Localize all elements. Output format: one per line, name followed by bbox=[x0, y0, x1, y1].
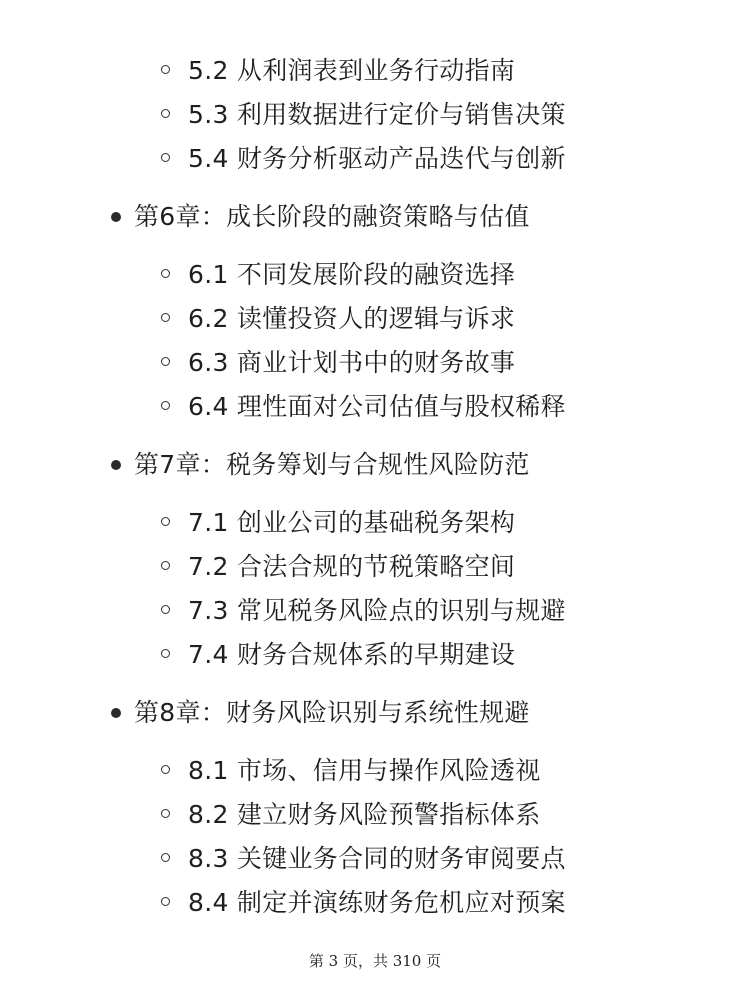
page-footer bbox=[0, 950, 750, 971]
hollow-bullet-icon bbox=[161, 109, 170, 118]
toc-item-label: 8.4 制定并演练财务危机应对预案 bbox=[188, 888, 566, 917]
table-of-contents bbox=[0, 49, 750, 925]
toc-item-label: 7.1 创业公司的基础税务架构 bbox=[188, 508, 516, 537]
hollow-bullet-icon bbox=[161, 401, 170, 410]
toc-section-item bbox=[0, 253, 750, 297]
toc-section-item bbox=[0, 297, 750, 341]
toc-item-label: 8.1 市场、信用与操作风险透视 bbox=[188, 756, 541, 785]
hollow-bullet-icon bbox=[161, 809, 170, 818]
toc-section-item bbox=[0, 881, 750, 925]
hollow-bullet-icon bbox=[161, 561, 170, 570]
hollow-bullet-icon bbox=[161, 853, 170, 862]
hollow-bullet-icon bbox=[161, 357, 170, 366]
toc-chapter-item bbox=[0, 443, 750, 487]
toc-section-item bbox=[0, 589, 750, 633]
toc-item-label: 第8章：财务风险识别与系统性规避 bbox=[134, 698, 530, 727]
hollow-bullet-icon bbox=[161, 65, 170, 74]
toc-section-item bbox=[0, 385, 750, 429]
toc-item-label: 6.1 不同发展阶段的融资选择 bbox=[188, 260, 516, 289]
toc-item-label: 6.4 理性面对公司估值与股权稀释 bbox=[188, 392, 566, 421]
hollow-bullet-icon bbox=[161, 153, 170, 162]
toc-section-item bbox=[0, 633, 750, 677]
toc-item-label: 5.2 从利润表到业务行动指南 bbox=[188, 56, 516, 85]
toc-item-label: 第6章：成长阶段的融资策略与估值 bbox=[134, 202, 530, 231]
hollow-bullet-icon bbox=[161, 765, 170, 774]
hollow-bullet-icon bbox=[161, 313, 170, 322]
toc-item-label: 6.3 商业计划书中的财务故事 bbox=[188, 348, 516, 377]
filled-bullet-icon bbox=[111, 460, 121, 470]
toc-item-label: 5.3 利用数据进行定价与销售决策 bbox=[188, 100, 566, 129]
toc-item-label: 7.2 合法合规的节税策略空间 bbox=[188, 552, 516, 581]
toc-item-label: 第7章：税务筹划与合规性风险防范 bbox=[134, 450, 530, 479]
toc-section-item bbox=[0, 793, 750, 837]
toc-section-item bbox=[0, 137, 750, 181]
toc-section-item bbox=[0, 49, 750, 93]
hollow-bullet-icon bbox=[161, 649, 170, 658]
toc-chapter-item bbox=[0, 691, 750, 735]
toc-item-label: 7.3 常见税务风险点的识别与规避 bbox=[188, 596, 566, 625]
toc-section-item bbox=[0, 837, 750, 881]
toc-item-label: 8.2 建立财务风险预警指标体系 bbox=[188, 800, 541, 829]
filled-bullet-icon bbox=[111, 708, 121, 718]
toc-item-label: 5.4 财务分析驱动产品迭代与创新 bbox=[188, 144, 566, 173]
hollow-bullet-icon bbox=[161, 605, 170, 614]
page-number-label: 第 3 页，共 310 页 bbox=[308, 952, 442, 970]
toc-item-label: 7.4 财务合规体系的早期建设 bbox=[188, 640, 516, 669]
hollow-bullet-icon bbox=[161, 517, 170, 526]
toc-section-item bbox=[0, 501, 750, 545]
toc-section-item bbox=[0, 545, 750, 589]
toc-item-label: 6.2 读懂投资人的逻辑与诉求 bbox=[188, 304, 516, 333]
toc-chapter-item bbox=[0, 195, 750, 239]
hollow-bullet-icon bbox=[161, 897, 170, 906]
toc-section-item bbox=[0, 93, 750, 137]
filled-bullet-icon bbox=[111, 212, 121, 222]
hollow-bullet-icon bbox=[161, 269, 170, 278]
toc-section-item bbox=[0, 749, 750, 793]
toc-item-label: 8.3 关键业务合同的财务审阅要点 bbox=[188, 844, 566, 873]
toc-section-item bbox=[0, 341, 750, 385]
